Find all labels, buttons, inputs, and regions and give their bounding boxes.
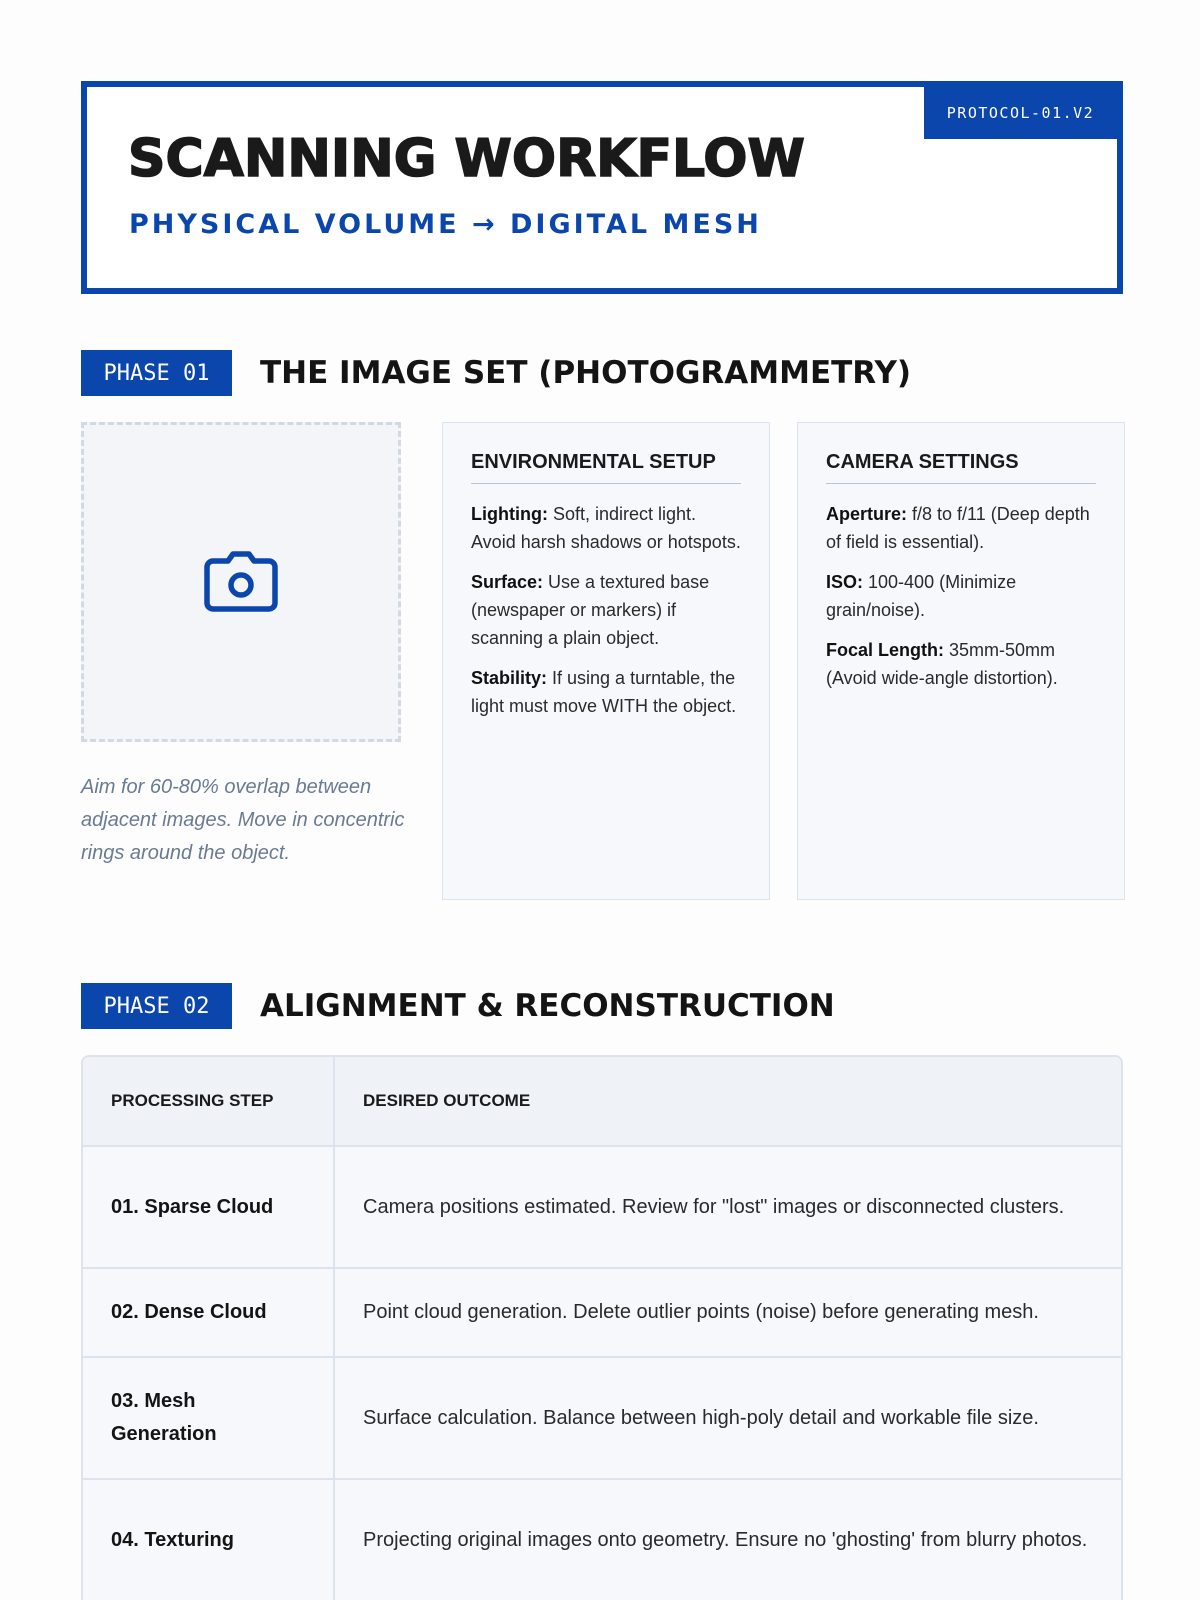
item-label: Lighting: (471, 504, 548, 524)
item-label: ISO: (826, 572, 864, 592)
document-subtitle: PHYSICAL VOLUME → DIGITAL MESH (129, 209, 762, 240)
item-text: If using a turntable, the light must move WITH the object. (471, 668, 737, 716)
item-label: Stability: (471, 668, 548, 688)
step-cell: 02. Dense Cloud (83, 1268, 334, 1357)
outcome-cell: Point cloud generation. Delete outlier points (noise) before generating mesh. (334, 1268, 1121, 1357)
card-item-lighting (471, 500, 741, 556)
card-item-focal-length (826, 636, 1096, 692)
camera-settings-card (797, 422, 1125, 900)
table-row (83, 1357, 1121, 1479)
item-text: Soft, indirect light. Avoid harsh shadows or hotspots. (471, 504, 741, 552)
step-cell: 01. Sparse Cloud (83, 1146, 334, 1268)
phase-02-title: ALIGNMENT & RECONSTRUCTION (260, 988, 835, 1024)
phase-01-badge: PHASE 01 (81, 350, 232, 396)
item-text: 35mm-50mm (Avoid wide-angle distortion). (826, 640, 1058, 688)
step-cell: 04. Texturing (83, 1479, 334, 1600)
item-text: Use a textured base (newspaper or markers) if scanning a plain object. (471, 572, 710, 648)
outcome-cell: Camera positions estimated. Review for "lost" images or disconnected clusters. (334, 1146, 1121, 1268)
outcome-cell: Projecting original images onto geometry. Ensure no 'ghosting' from blurry photos. (334, 1479, 1121, 1600)
column-header-outcome: DESIRED OUTCOME (334, 1057, 1121, 1146)
processing-table (81, 1055, 1123, 1600)
item-text: 100-400 (Minimize grain/noise). (826, 572, 1017, 620)
card-item-stability (471, 664, 741, 720)
card-item-aperture (826, 500, 1096, 556)
card-title: ENVIRONMENTAL SETUP (471, 451, 741, 484)
protocol-tag: PROTOCOL-01.V2 (924, 87, 1117, 139)
environmental-setup-card (442, 422, 770, 900)
table-row (83, 1479, 1121, 1600)
phase-01-heading (81, 350, 911, 396)
card-title: CAMERA SETTINGS (826, 451, 1096, 484)
outcome-cell: Surface calculation. Balance between high-poly detail and workable file size. (334, 1357, 1121, 1479)
table-row (83, 1268, 1121, 1357)
table-row (83, 1146, 1121, 1268)
item-label: Focal Length: (826, 640, 944, 660)
camera-icon (203, 551, 279, 613)
card-item-iso (826, 568, 1096, 624)
phase-02-heading (81, 983, 835, 1029)
step-cell: 03. Mesh Generation (83, 1357, 334, 1479)
item-label: Surface: (471, 572, 544, 592)
item-label: Aperture: (826, 504, 908, 524)
phase-02-badge: PHASE 02 (81, 983, 232, 1029)
image-placeholder (81, 422, 401, 742)
item-text: f/8 to f/11 (Deep depth of field is essential). (826, 504, 1090, 552)
card-item-surface (471, 568, 741, 652)
table-header-row (83, 1057, 1121, 1146)
phase-01-title: THE IMAGE SET (PHOTOGRAMMETRY) (260, 355, 912, 391)
image-overlap-note: Aim for 60-80% overlap between adjacent images. Move in concentric rings around the object. (81, 776, 405, 864)
document-title: SCANNING WORKFLOW (128, 129, 805, 189)
column-header-step: PROCESSING STEP (83, 1057, 334, 1146)
document-header (81, 81, 1123, 294)
